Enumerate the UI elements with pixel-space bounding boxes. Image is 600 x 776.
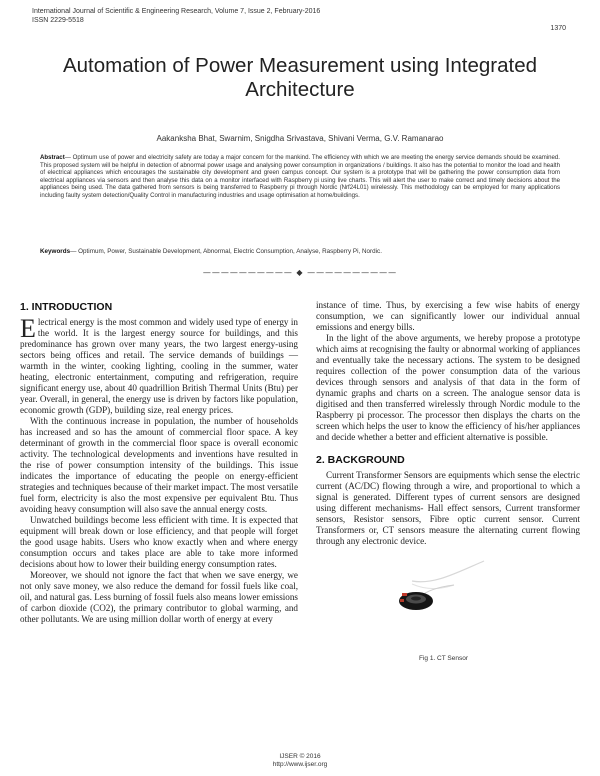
drop-cap: E bbox=[20, 314, 36, 343]
background-paragraph-1: Current Transformer Sensors are equipments which sense the electric current (AC/DC) flowing through a wire, and proportional to which a signal is generated. Different types of current sensors are designed using different mechanisms- Hall effect sensors, Current transformer sensors, Resistor sensors, Fibre optic current sensor. Current Transformers or, CT sensors measure the alternating current flowing through any electronic device. bbox=[316, 470, 580, 546]
section-heading-background: 2. BACKGROUND bbox=[316, 454, 405, 466]
abstract-text: — Optimum use of power and electricity safety are today a major concern for the mankind. The efficiency with which we are meeting the energy service demands should be examined. This proposed system will be helpful in detection of abnormal power usage and analysing power consumption in organizations / buildings. It also has the potential to monitor the load and health of electrical appliances which encourages the sustainable city development and green campus concept. Our system is a prototype that will be gathering the power consumption data from electrical appliances via sensors and then analyse this data on a monitor interfaced with Raspberry pi using live charts. This will alert the user to make correct and timely decisions about the appliances being used. The data gathered from sensors is being transferred to Raspberry pi through Nordic (Nrf24L01) wirelessly. This methodology can be employed for many applications including faulty system detection/Quality Control in manufacturing industries and usage optimisation at home/buildings. bbox=[40, 154, 560, 199]
abstract-label: Abstract bbox=[40, 154, 65, 161]
intro-paragraph-4: Moreover, we should not ignore the fact that when we save energy, we not only save money, we also reduce the demand for fossil fuels like coal, oil, and natural gas. Less burning of fossil fuels also means lower emissions of carbon dioxide (CO2), the primary contributor to global warming, and other pollutants. We are using million dollar worth of energy at every bbox=[20, 570, 298, 624]
intro-paragraph-continued: instance of time. Thus, by exercising a few wise habits of energy consumption, we can significantly lower our individual annual emissions and energy bills. bbox=[316, 300, 580, 332]
abstract bbox=[40, 154, 560, 200]
intro-paragraph-5: In the light of the above arguments, we hereby propose a prototype which aims at recognising the faulty or abnormal working of appliances and eventually take the necessary actions. The system to be designed requires collection of the power consumption data of the various devices through sensors and analysis of that data in the form of dynamic graphs and charts on a screen. The analogue sensor data is digitised and then transferred wirelessly through Nordic module to the Raspberry pi processor. The processor then displays the charts on the screen which helps the user to know the efficiency of his/her appliances and decide whether a better and efficient alternative is possible. bbox=[316, 333, 580, 442]
footer-copyright: IJSER © 2016 bbox=[279, 753, 321, 760]
journal-header bbox=[32, 7, 320, 25]
intro-paragraph-3: Unwatched buildings become less efficient with time. It is expected that equipment will break down or lose efficiency, and that people will forget the good usage habits. Users who know exactly when and where energy consumption occurs and takes place are able to take more informed decisions about how to lower their building energy consumption rates. bbox=[20, 515, 298, 569]
issn: ISSN 2229-5518 bbox=[32, 17, 84, 24]
ct-sensor-image bbox=[316, 555, 580, 653]
figure-caption: Fig 1. CT Sensor bbox=[419, 655, 469, 662]
keywords-label: Keywords bbox=[40, 248, 71, 255]
section-heading-introduction: 1. INTRODUCTION bbox=[20, 301, 113, 313]
page-footer bbox=[0, 753, 600, 769]
intro-paragraph-1-text: lectrical energy is the most common and widely used type of energy in the world. It is the largest energy source for buildings, and this predominance has grown over many years, the two largest energy-using sectors being offices and retail. The service demands of buildings —warmth in the winter, cooking lighting, cooling in the summer, water heating, electronic entertainment, computing and refrigeration, require significant energy use, about 40 quadrillion British Thermal Units (Btu) per year. Overall, in general, the energy use is driven by factors like population, economic growth (GDP), building size, real energy prices. bbox=[20, 317, 298, 415]
keywords-text: — Optimum, Power, Sustainable Development, Abnormal, Electric Consumption, Analyse, Raspberry Pi, Nordic. bbox=[70, 248, 382, 255]
right-column bbox=[316, 300, 580, 665]
left-column bbox=[20, 300, 298, 625]
section-separator: —————————— ◆ —————————— bbox=[202, 268, 398, 277]
intro-paragraph-2: With the continuous increase in population, the number of households has increased and so has the amount of commercial floor space. A key determinant of growth in the commercial floor space is overall economic activity. The technological developments and inventions have resulted in the rise of power consumption intensity of the buildings. This issue indicates the importance of educating the people on energy-efficient strategies and techniques because of their market impact. The most versatile fuel form, electricity is also the most expensive per equivalent Btu. Thus avoiding heavy consumption will also save the annual energy costs. bbox=[20, 416, 298, 514]
intro-paragraph-1 bbox=[20, 314, 298, 416]
footer-url: http://www.ijser.org bbox=[272, 761, 328, 768]
keywords bbox=[40, 248, 560, 256]
figure-ct-sensor bbox=[316, 555, 580, 665]
author-list: Aakanksha Bhat, Swarnim, Snigdha Srivastava, Shivani Verma, G.V. Ramanarao bbox=[156, 134, 444, 143]
journal-line: International Journal of Scientific & Engineering Research, Volume 7, Issue 2, February-2016 bbox=[32, 8, 321, 15]
paper-title: Automation of Power Measurement using Integrated Architecture bbox=[62, 54, 538, 101]
page-number: 1370 bbox=[550, 25, 566, 32]
